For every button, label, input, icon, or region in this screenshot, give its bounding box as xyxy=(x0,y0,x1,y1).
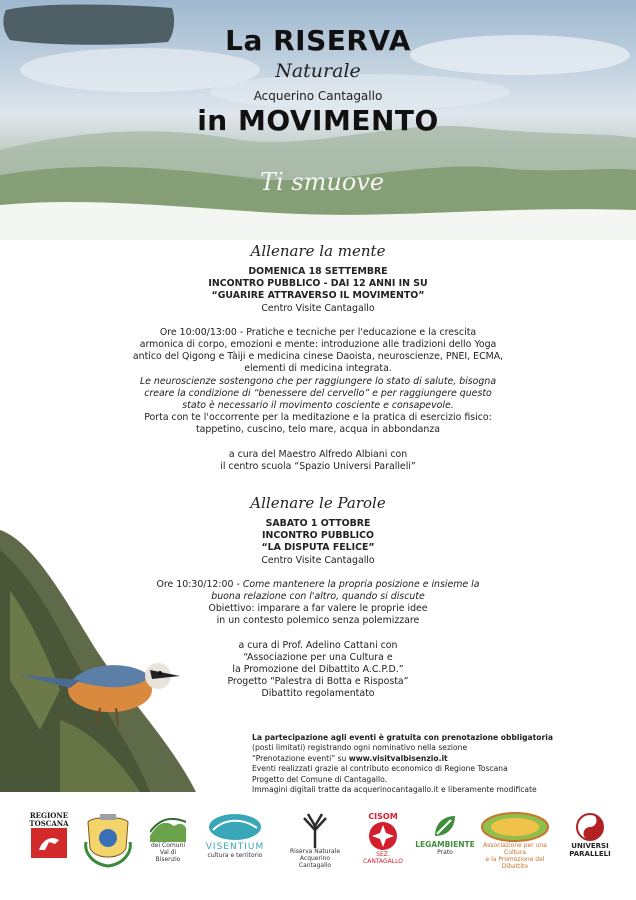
universi-paralleli-logo xyxy=(566,812,614,878)
comune-cantagallo-logo xyxy=(82,812,134,878)
regione-toscana-logo xyxy=(26,812,72,878)
logo-text: UNIVERSI xyxy=(571,842,609,850)
participation-info xyxy=(252,733,632,795)
section-heading: Allenare la mente xyxy=(250,242,386,260)
legambiente-logo xyxy=(415,812,475,878)
unione-comuni-logo xyxy=(148,812,188,878)
visentium-logo xyxy=(198,812,272,878)
title-line-1: La RISERVA xyxy=(225,24,411,57)
bring-line: Porta con te l'occorrente per la meditazione e la pratica di esercizio fisico: xyxy=(144,412,492,424)
brush-stroke-banner xyxy=(0,0,178,48)
logo-text: PARALLELI xyxy=(569,850,611,858)
curator-line: il centro scuola “Spazio Universi Paralleli” xyxy=(220,460,416,472)
title-script: Naturale xyxy=(275,60,361,82)
event-date: SABATO 1 OTTOBRE xyxy=(265,518,371,529)
logo-text: e la Promozione del Dibattito xyxy=(485,856,545,870)
yin-yang-icon xyxy=(575,812,605,842)
italic-line: Come mantenere la propria posizione e insieme la xyxy=(242,578,480,590)
website-link[interactable]: www.visitvalbisenzio.it xyxy=(348,753,448,763)
info-line: Eventi realizzati grazie al contributo economico di Regione Toscana xyxy=(252,764,508,774)
cisom-logo xyxy=(358,812,408,878)
acpd-badge-icon xyxy=(481,812,549,842)
event-type: INCONTRO PUBBLICO xyxy=(262,530,374,542)
section-heading: Allenare le Parole xyxy=(250,494,386,512)
section-allenare-la-mente xyxy=(0,242,636,473)
tree-icon xyxy=(298,812,332,848)
event-title: “LA DISPUTA FELICE” xyxy=(261,542,375,554)
event-place: Centro Visite Cantagallo xyxy=(261,554,375,566)
bring-line: tappetino, cuscino, telo mare, acqua in abbondanza xyxy=(195,424,441,436)
hero-landscape xyxy=(0,0,636,240)
hills-icon xyxy=(150,812,186,842)
goal-line: in un contesto polemico senza polemizzare xyxy=(216,615,420,627)
coat-of-arms-icon xyxy=(82,812,134,868)
curator-line: la Promozione del Dibattito A.C.P.D.” xyxy=(232,664,404,676)
acpd-logo xyxy=(478,812,552,878)
info-line: Immagini digitali tratte da acquerinocantagallo.it e liberamente modificate xyxy=(252,785,537,795)
curator-line: Progetto “Palestra di Botta e Risposta” xyxy=(227,676,409,688)
info-line: (posti limitati) registrando ogni nominativo nella sezione xyxy=(252,743,468,753)
logo-text: TOSCANA xyxy=(29,819,69,828)
maltese-cross-icon xyxy=(368,821,398,851)
italic-line: Le neuroscienze sostengono che per raggiungere lo stato di salute, bisogna xyxy=(139,375,497,387)
italic-line: buona relazione con l'altro, quando si discute xyxy=(211,591,425,603)
logo-text: SEZ. CANTAGALLO xyxy=(363,851,403,865)
visentium-icon xyxy=(207,812,263,842)
pegasus-icon xyxy=(31,828,67,858)
curator-line: a cura di Prof. Adelino Cattani con xyxy=(238,639,398,651)
info-line: “Prenotazione eventi” su xyxy=(252,753,347,763)
logo-text: Prato xyxy=(437,849,453,856)
title-subtitle: Acquerino Cantagallo xyxy=(253,89,383,103)
desc-line: Ore 10:00/13:00 - Pratiche e tecniche per l'educazione e la crescita xyxy=(159,326,477,338)
riserva-naturale-logo xyxy=(284,812,346,878)
italic-line: stato è necessario il movimento cosciente e consapevole. xyxy=(182,400,454,412)
event-time: Ore 10:30/12:00 - xyxy=(156,578,240,590)
event-place: Centro Visite Cantagallo xyxy=(261,302,375,314)
tagline: Ti smuove xyxy=(259,168,385,196)
title-line-2: in MOVIMENTO xyxy=(197,104,439,137)
sponsor-logos xyxy=(0,812,636,882)
event-date: DOMENICA 18 SETTEMBRE xyxy=(248,266,388,277)
curator-line: Dibattito regolamentato xyxy=(261,688,375,700)
desc-line: armonica di corpo, emozioni e mente: introduzione alle tradizioni dello Yoga xyxy=(139,339,497,351)
logo-text: REGIONE xyxy=(29,811,69,820)
leaf-icon xyxy=(431,812,459,840)
goal-line: Obiettivo: imparare a far valere le proprie idee xyxy=(208,603,428,615)
italic-line: creare la condizione di “benessere del cervello” e per raggiungere questo xyxy=(144,387,492,399)
logo-text: Associazione per una Cultura xyxy=(483,842,547,856)
event-type: INCONTRO PUBBLICO - DAI 12 ANNI IN SU xyxy=(208,278,428,290)
logo-text: LEGAMBIENTE xyxy=(415,840,475,849)
logo-text: dei Comuni Val di Bisenzio xyxy=(150,842,186,863)
curator-line: a cura del Maestro Alfredo Albiani con xyxy=(228,448,408,460)
section-allenare-le-parole xyxy=(0,494,636,701)
logo-text: Riserva Naturale xyxy=(289,848,341,855)
event-title: “GUARIRE ATTRAVERSO IL MOVIMENTO” xyxy=(211,290,425,302)
logo-text: CISOM xyxy=(368,812,398,821)
desc-line: elementi di medicina integrata. xyxy=(244,363,392,375)
curator-line: “Associazione per una Cultura e xyxy=(243,651,393,663)
info-bold: La partecipazione agli eventi è gratuita con prenotazione obbligatoria xyxy=(252,733,553,742)
logo-text: Acquerino Cantagallo xyxy=(298,855,332,869)
desc-line: antico del Qigong e Tàiji e medicina cinese Daoista, neuroscienze, PNEI, ECMA, xyxy=(132,351,504,363)
logo-text: VISENTIUM xyxy=(205,842,265,852)
time-line xyxy=(0,579,636,591)
info-line: Progetto del Comune di Cantagallo. xyxy=(252,774,387,784)
logo-text: cultura e territorio xyxy=(207,852,263,859)
